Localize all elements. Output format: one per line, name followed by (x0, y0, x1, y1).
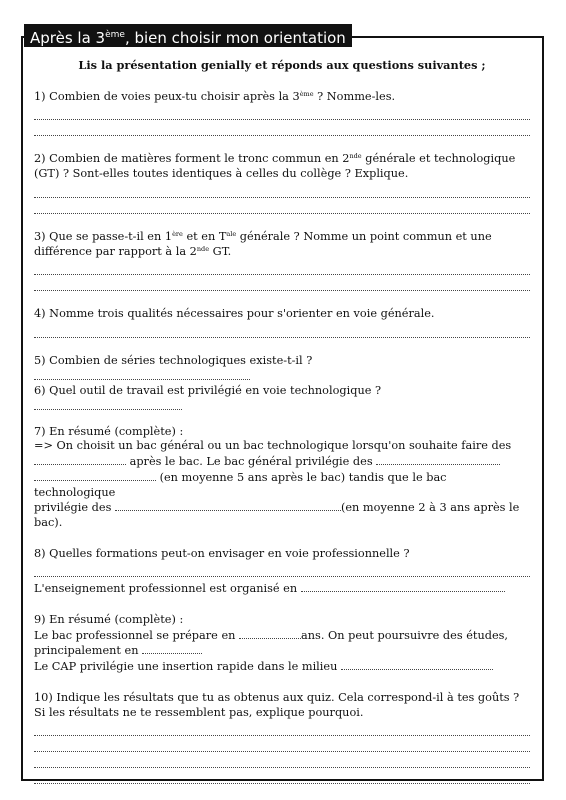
answer-blank[interactable] (301, 581, 505, 592)
answer-blank[interactable] (115, 500, 341, 511)
worksheet-title: Après la 3ème, bien choisir mon orientation (24, 24, 352, 47)
answer-line[interactable] (34, 722, 530, 736)
question-8-line: L'enseignement professionnel est organisé en (34, 581, 530, 597)
question-9-summary: Le bac professionnel se prépare en ans. On peut poursuivre des études, principalement en Le CAP privilégie une insertion rapide dans le milieu (34, 628, 509, 674)
answer-blank[interactable] (34, 470, 156, 481)
answer-blank[interactable] (341, 659, 493, 670)
question-4: 4) Nomme trois qualités nécessaires pour s'orienter en voie générale. (34, 307, 435, 321)
answer-blank[interactable] (142, 643, 202, 654)
answer-line[interactable] (34, 200, 530, 214)
answer-line[interactable] (34, 106, 530, 120)
question-8: 8) Quelles formations peut-on envisager en voie professionnelle ? (34, 546, 410, 560)
answer-line[interactable] (34, 738, 530, 752)
answer-line[interactable] (34, 122, 530, 136)
question-2: 2) Combien de matières forment le tronc commun en 2nde générale et technologique (GT) ? Sont-elles toutes identiques à celles du collège ? Explique. (34, 152, 516, 181)
answer-line[interactable] (34, 770, 530, 784)
answer-blank[interactable] (239, 628, 301, 639)
question-7-summary: => On choisit un bac général ou un bac technologique lorsqu'on souhaite faire des après le bac. Le bac général privilégie des (en moyenne 5 ans après le bac) tandis que le bac technologique privilégie des (en moyenne 2 à 3 ans après le bac). (34, 439, 520, 529)
answer-line[interactable] (34, 184, 530, 198)
question-7-heading: 7) En résumé (complète) : (34, 424, 184, 438)
answer-blank[interactable] (34, 399, 182, 410)
question-6: 6) Quel outil de travail est privilégié en voie technologique ? (34, 384, 530, 414)
question-3: 3) Que se passe-t-il en 1ère et en $T^{ale}$ générale ? Nomme un point commun et une différence par rapport à la 2nde GT. (34, 229, 492, 258)
answer-line[interactable] (34, 324, 530, 338)
answer-blank[interactable] (376, 454, 500, 465)
worksheet-body (34, 58, 530, 784)
answer-blank[interactable] (34, 454, 126, 465)
answer-line[interactable] (34, 563, 530, 577)
answer-blank[interactable] (34, 369, 250, 380)
question-5: 5) Combien de séries technologiques existe-t-il ? (34, 354, 530, 384)
question-1: 1) Combien de voies peux-tu choisir après la 3ème ? Nomme-les. (34, 89, 396, 103)
question-9-heading: 9) En résumé (complète) : (34, 613, 184, 627)
answer-line[interactable] (34, 277, 530, 291)
answer-line[interactable] (34, 754, 530, 768)
question-10: 10) Indique les résultats que tu as obtenus aux quiz. Cela correspond-il à tes goûts ? Si les résultats ne te ressemblent pas, explique pourquoi. (34, 690, 520, 719)
answer-line[interactable] (34, 261, 530, 275)
instruction: Lis la présentation genially et réponds aux questions suivantes ; (78, 58, 486, 72)
